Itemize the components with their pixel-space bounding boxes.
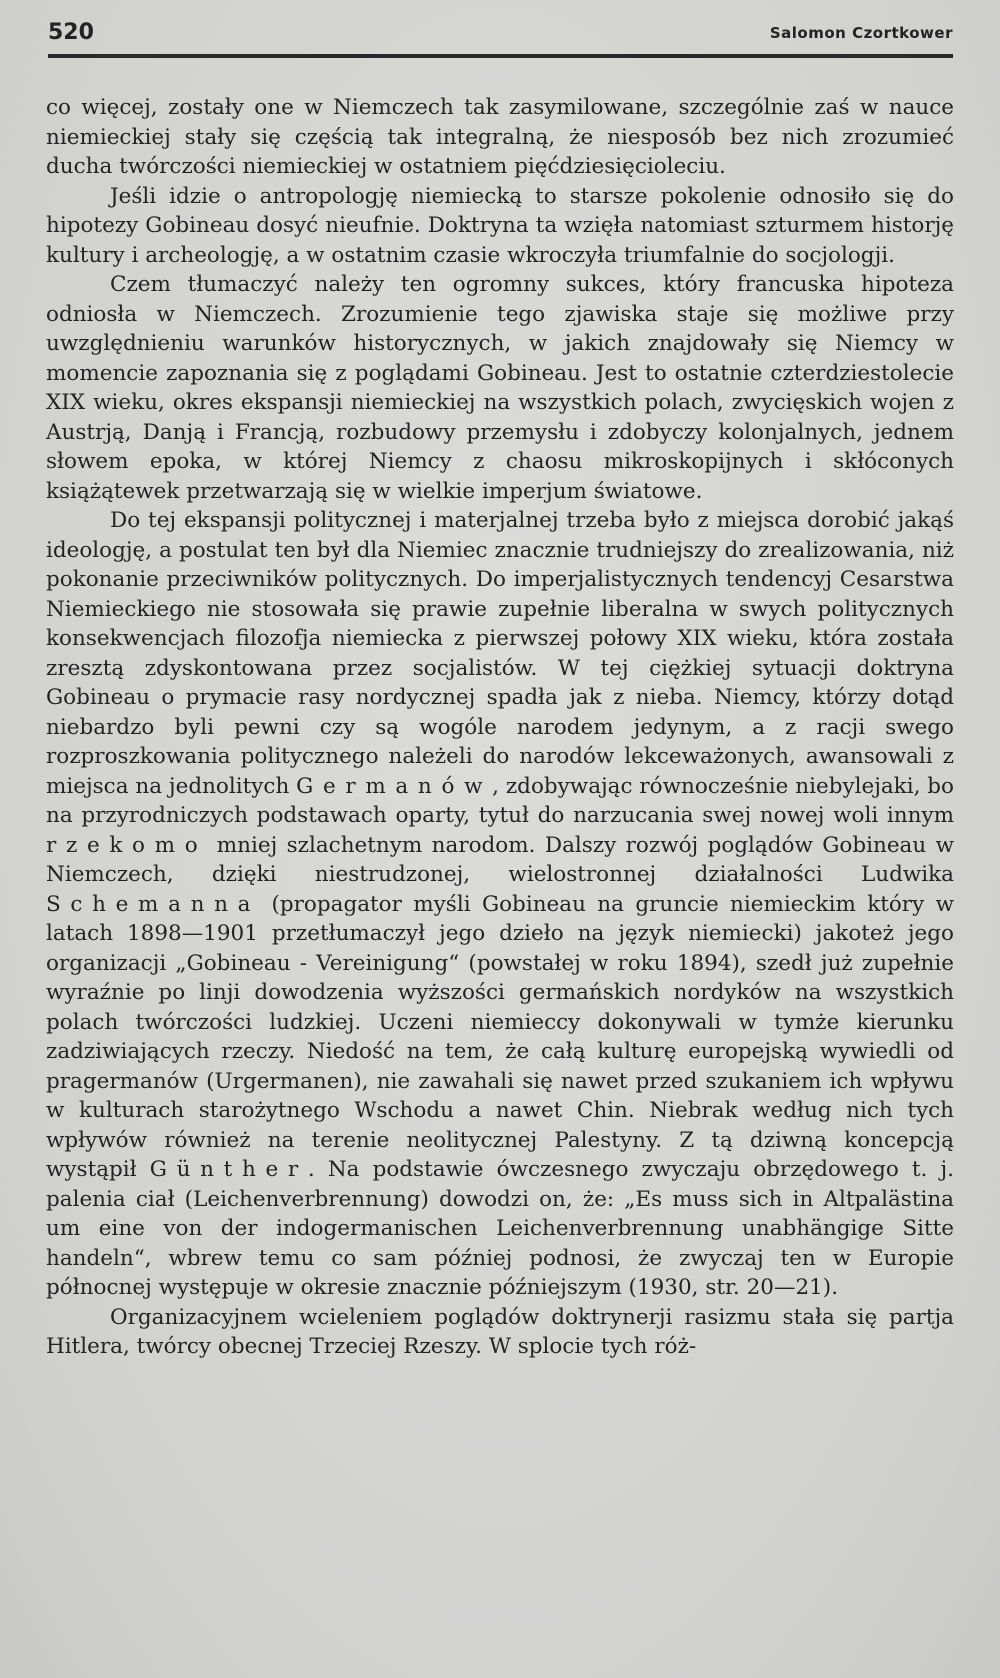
header-rule	[48, 54, 953, 58]
spaced-emphasis-text: Schemanna	[46, 891, 261, 917]
page-number: 520	[48, 20, 94, 45]
body-text	[46, 93, 954, 1362]
paragraph-text: . Na podstawie ówczesnego zwyczaju obrzędowego t. j. palenia ciał (Leichenverbrennung) dowodzi on, że: „Es muss sich in Altpalästina um eine von der indogermanischen Leichenverbrennung unabhängige Sitte handeln“, wbrew temu co sam później podnosi, że zwyczaj ten w Europie północnej występuje w okresie znacznie późniejszym (1930, str. 20—21).	[46, 1157, 954, 1300]
paragraph-text: Czem tłumaczyć należy ten ogromny sukces, który francuska hipoteza odniosła w Niemczech. Zrozumienie tego zjawiska staje się możliwe przy uwzględnieniu warunków historycznych, w jakich znajdowały się Niemcy w momencie zapoznania się z poglądami Gobineau. Jest to ostatnie czterdziestolecie XIX wieku, okres ekspansji niemieckiej na wszystkich polach, zwycięskich wojen z Austrją, Danją i Francją, rozbudowy przemysłu i zdobyczy kolonjalnych, jednem słowem epoka, w której Niemcy z chaosu mikroskopijnych i skłóconych książątewek przetwarzają się w wielkie imperjum światowe.	[46, 272, 954, 504]
paragraph	[46, 93, 954, 182]
spaced-emphasis-text: Günther	[149, 1157, 308, 1182]
page-header	[48, 18, 953, 48]
running-head: Salomon Czortkower	[769, 24, 953, 42]
spaced-emphasis-text: rzekomo	[46, 832, 208, 858]
paragraph-text: Do tej ekspansji politycznej i materjalnej trzeba było z miejsca dorobić jakąś ideologję, a postulat ten był dla Niemiec znacznie trudniejszy do zrealizowania, niż pokonanie przeciwników politycznych. Do imperjalistycznych tendencyj Cesarstwa Niemieckiego nie stosowała się prawie zupełnie liberalna w swych politycznych konsekwencjach filozofja niemiecka z pierwszej połowy XIX wieku, która została zresztą zdyskontowana przez socjalistów. W tej ciężkiej sytuacji doktryna Gobineau o prymacie rasy nordycznej spadła jak z nieba. Niemcy, którzy dotąd niebardzo byli pewni czy są wogóle narodem jedynym, a z racji swego rozproszkowania politycznego należeli do narodów lekceważonych, awansowali z miejsca na jednolitych	[46, 508, 954, 799]
paragraph	[46, 506, 954, 1303]
paragraph-text: Organizacyjnem wcieleniem poglądów doktrynerji rasizmu stała się partja Hitlera, twórcy obecnej Trzeciej Rzeszy. W splocie tych róż-	[46, 1304, 954, 1359]
paragraph-text: Jeśli idzie o antropologję niemiecką to starsze pokolenie odnosiło się do hipotezy Gobineau dosyć nieufnie. Doktryna ta wzięła natomiast szturmem historję kultury i archeologję, a w ostatnim czasie wkroczyła triumfalnie do socjologji.	[46, 183, 954, 268]
paragraph	[46, 182, 954, 271]
paragraph-text: , zdobywając równocześnie niebylejaki, bo na przyrodniczych podstawach oparty, tytuł do narzucania swej nowej woli innym	[46, 773, 954, 828]
spaced-emphasis-text: Germanów	[296, 773, 493, 799]
paragraph-text: co więcej, zostały one w Niemczech tak zasymilowane, szczególnie zaś w nauce niemieckiej stały się częścią tak integralną, że niesposób bez nich zrozumieć ducha twórczości niemieckiej w ostatniem pięćdziesięcioleciu.	[46, 95, 954, 179]
paragraph-text: mniej szlachetnym narodom. Dalszy rozwój poglądów Gobineau w Niemczech, dzięki niestrudzonej, wielostronnej działalności Ludwika	[46, 832, 954, 887]
paragraph-text: (propagator myśli Gobineau na gruncie niemieckim który w latach 1898—1901 przetłumaczył jego dzieło na język niemiecki) jakoteż jego organizacji „Gobineau - Vereinigung“ (powstałej w roku 1894), szedł już zupełnie wyraźnie po linji dowodzenia wyższości germańskich nordyków na wszystkich polach twórczości ludzkiej. Uczeni niemieccy dokonywali w tymże kierunku zadziwiających rzeczy. Niedość na tem, że całą kulturę europejską wywiedli od pragermanów (Urgermanen), nie zawahali się nawet przed szukaniem ich wpływu w kulturach starożytnego Wschodu a nawet Chin. Niebrak według nich tych wpływów również na terenie neolitycznej Palestyny. Z tą dziwną koncepcją wystąpił	[46, 891, 954, 1182]
paragraph	[46, 1303, 954, 1362]
paragraph	[46, 270, 954, 506]
